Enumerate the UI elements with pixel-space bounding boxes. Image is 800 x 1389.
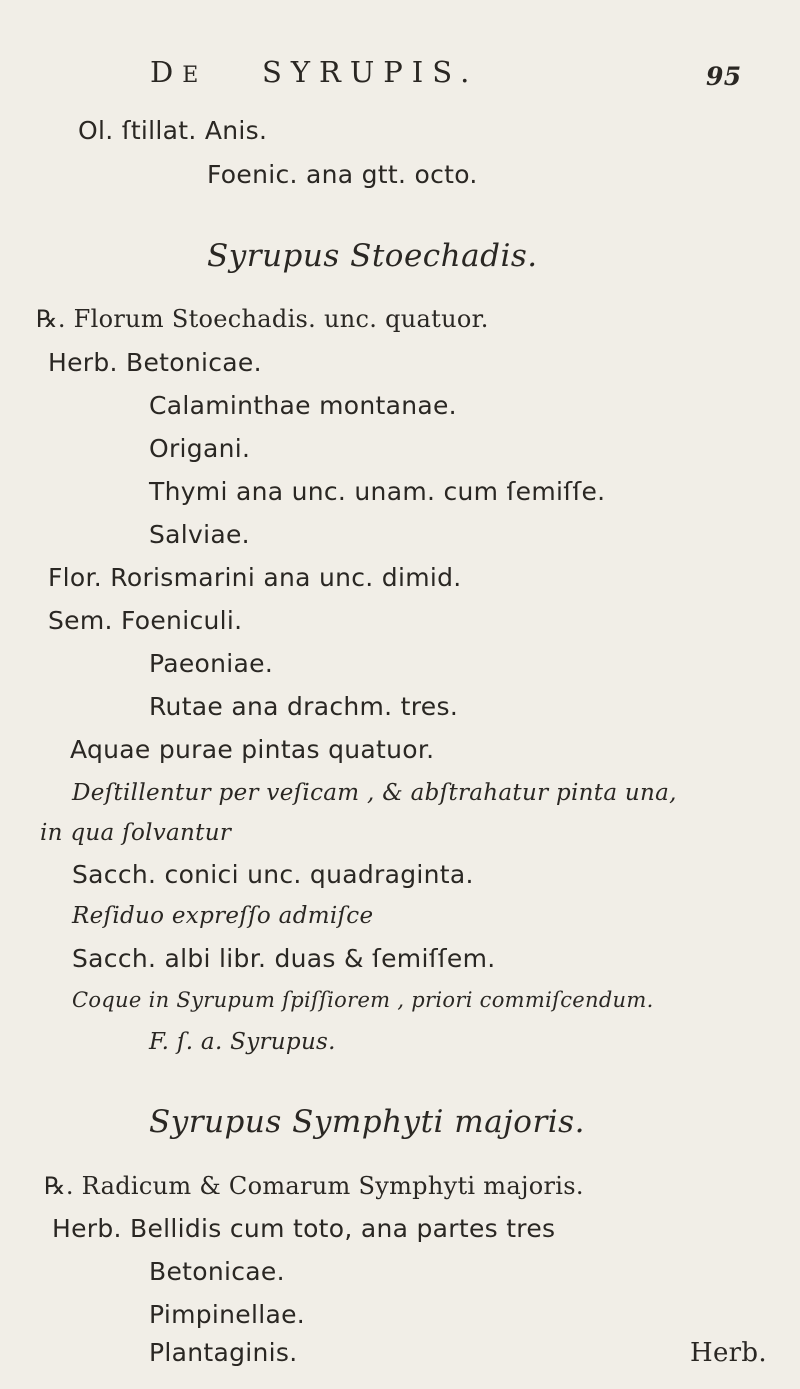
text-line: ℞. Florum Stoechadis. unc. quatuor. [36,305,489,333]
text-line: Salviae. [149,520,250,549]
text-line: Herb. Betonicae. [48,348,262,377]
section-title: Syrupus Stoechadis. [207,238,538,274]
text-line: Pimpinellae. [149,1300,306,1329]
text-line: Aquae purae pintas quatuor. [70,735,435,764]
text-line: Flor. Rorismarini ana unc. dimid. [48,563,462,592]
section-title: Syrupus Symphyti majoris. [149,1104,585,1140]
text-line: Ol. ſtillat. Anis. [78,116,268,145]
text-line: Thymi ana unc. unam. cum ſemiſſe. [149,477,606,506]
text-line: Sacch. conici unc. quadraginta. [72,860,474,889]
text-line: Betonicae. [149,1257,285,1286]
text-line: Deſtillentur per veſicam , & abſtrahatur pinta una, [72,780,677,806]
text-line: Paeoniae. [149,649,274,678]
text-line: Rutae ana drachm. tres. [149,692,459,721]
running-head-rest: E [182,63,208,88]
text-line: Sem. Foeniculi. [48,606,243,635]
text-line: ℞. Radicum & Comarum Symphyti majoris. [44,1172,584,1200]
text-line: Plantaginis. [149,1338,298,1367]
text-line: Calaminthae montanae. [149,391,457,420]
text-line: Herb. Bellidis cum toto, ana partes tres [52,1214,556,1243]
running-head [150,55,479,89]
page-number: 95 [706,62,742,91]
text-line: Origani. [149,434,251,463]
running-head-initial: D [150,55,183,89]
text-line: Foenic. ana gtt. octo. [207,160,478,189]
catchword: Herb. [690,1338,767,1368]
text-line: F. ſ. a. Syrupus. [149,1029,336,1055]
text-line: in qua ſolvantur [40,820,232,846]
running-head-word: SYRUPIS. [261,55,479,89]
text-line: Coque in Syrupum ſpiſſiorem , priori commiſcendum. [72,988,654,1012]
text-line: Sacch. albi libr. duas & ſemiſſem. [72,944,496,973]
text-line: Reſiduo expreſſo admiſce [72,903,374,929]
